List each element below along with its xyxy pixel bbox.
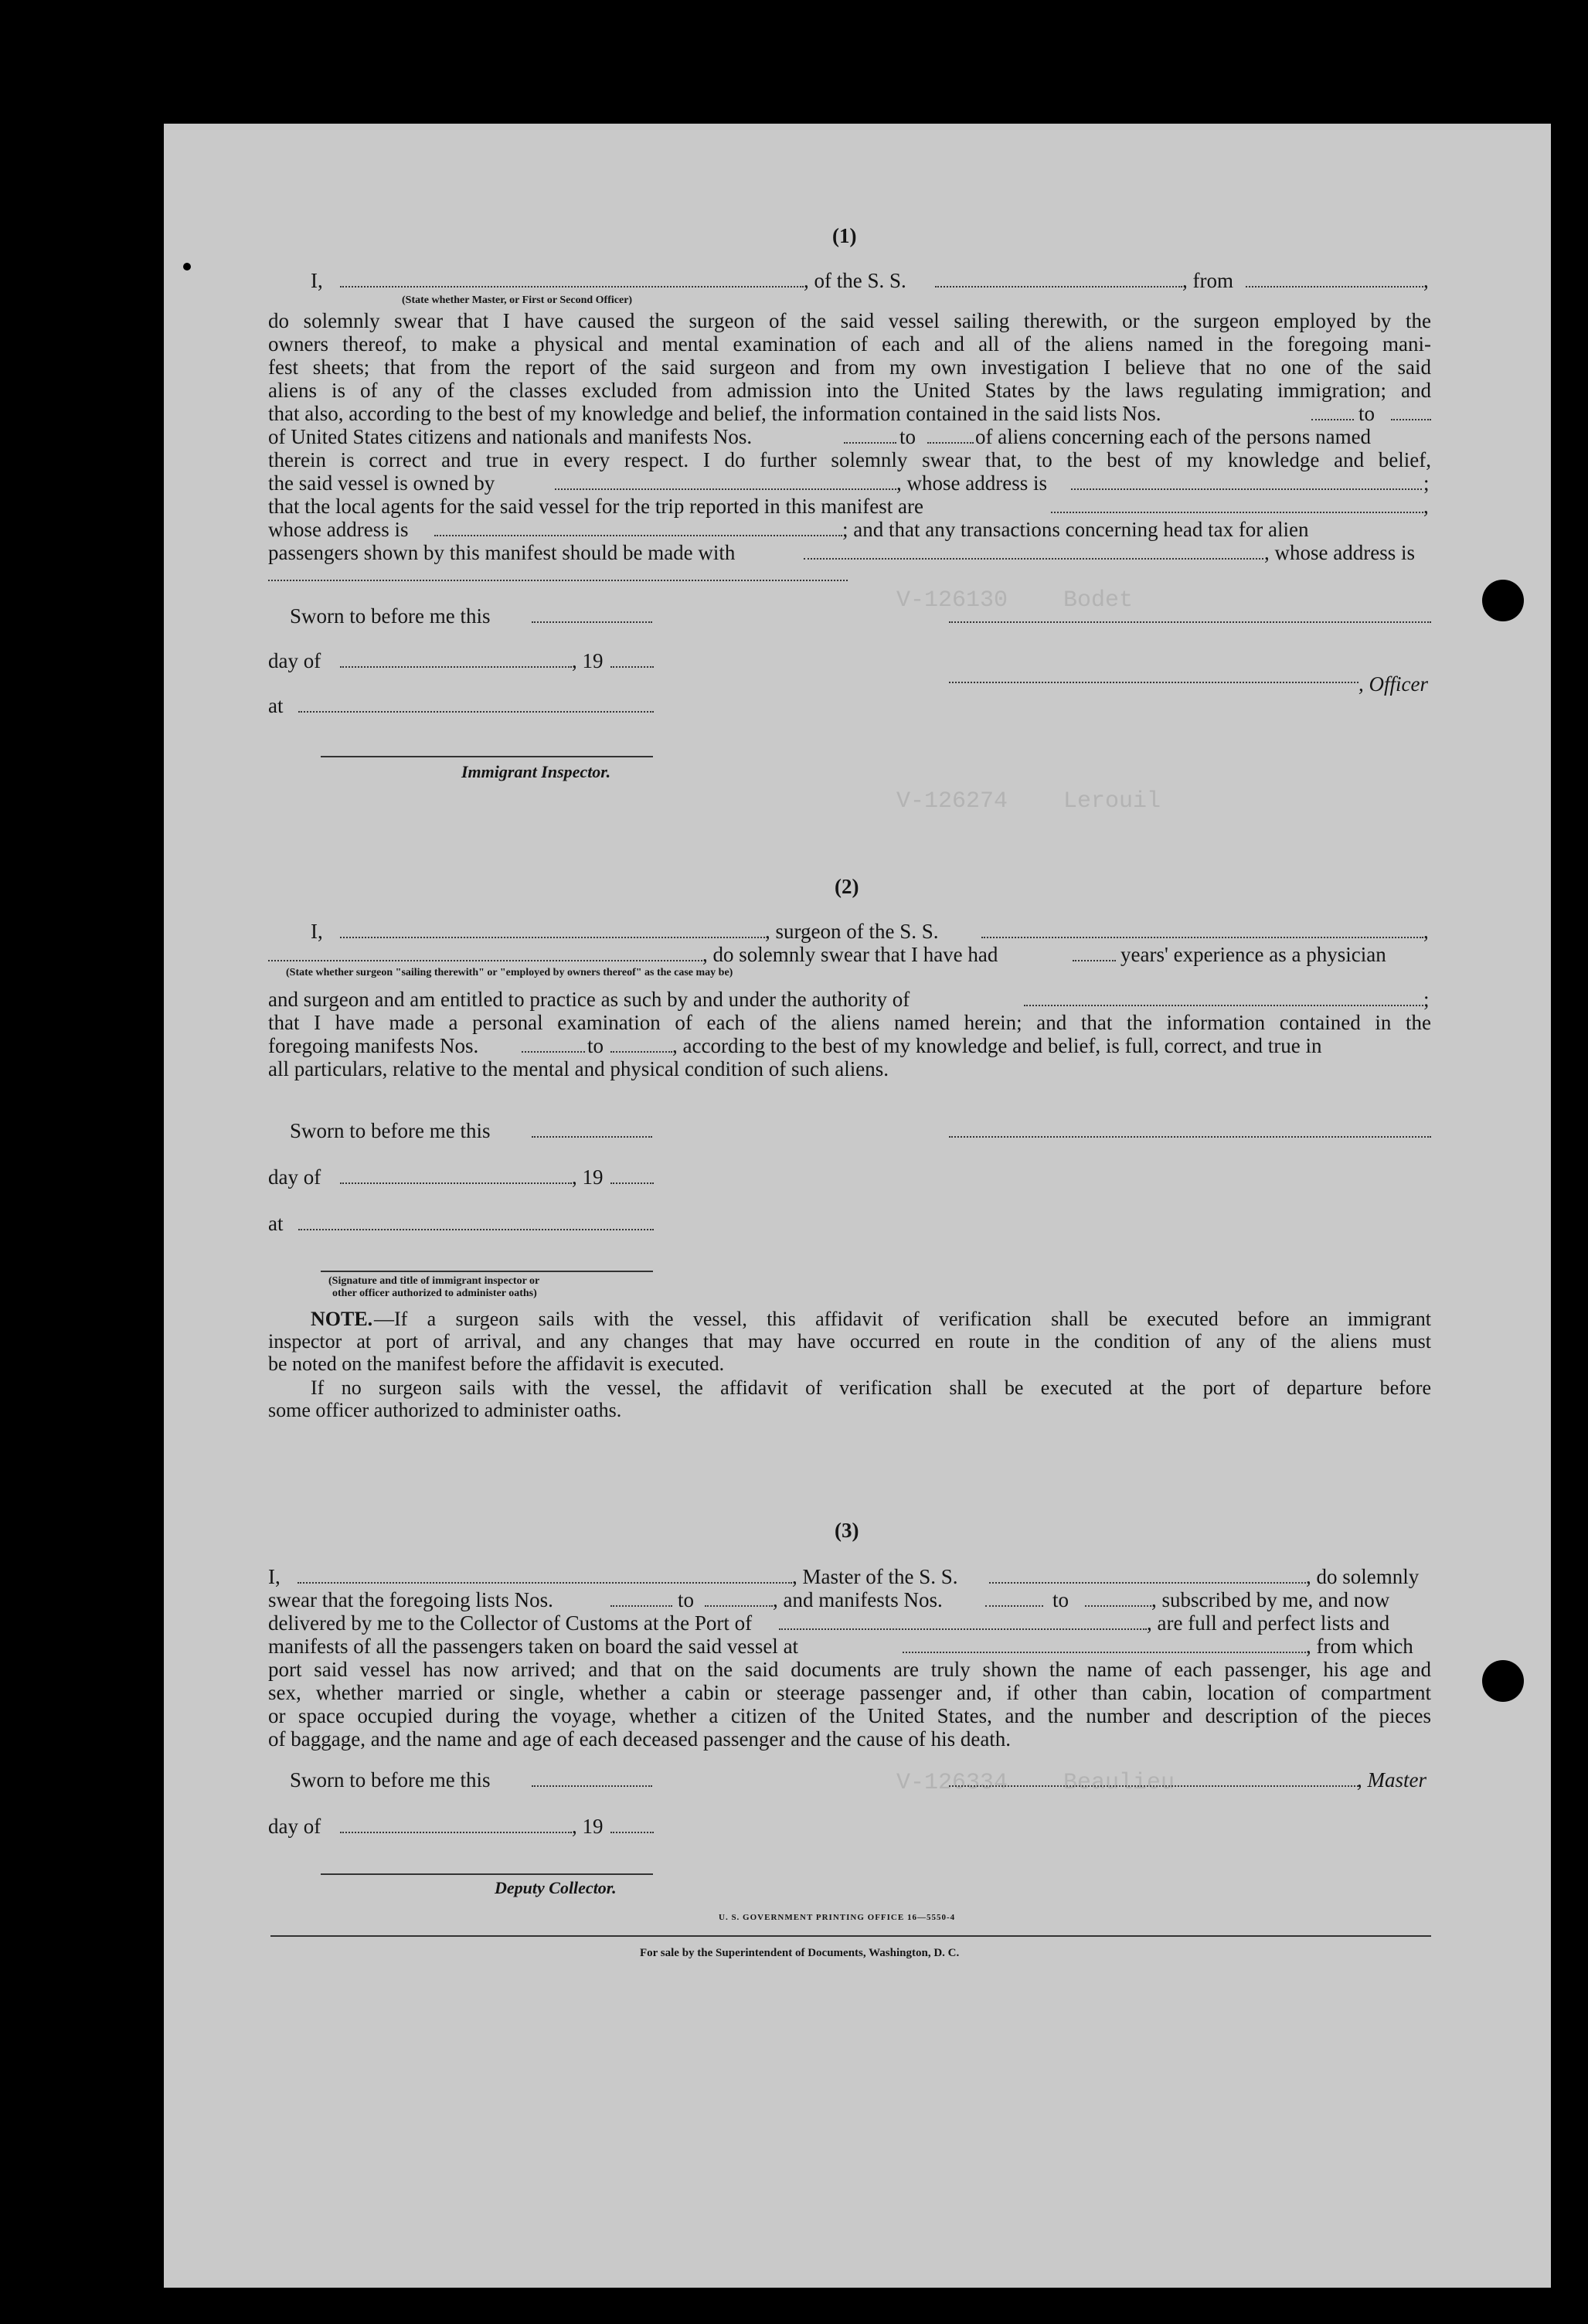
year-field[interactable] (610, 666, 654, 668)
bleed-through-text: V-126274 Lerouil (896, 788, 1161, 815)
section-1-number: (1) (832, 224, 857, 247)
line-end: , (1423, 269, 1429, 292)
printing-office-imprint: U. S. GOVERNMENT PRINTING OFFICE 16—5550-4 (719, 1913, 956, 1922)
note-text: be noted on the manifest before the affidavit is executed. (268, 1353, 725, 1375)
inspector-label: Immigrant Inspector. (461, 762, 611, 781)
to-label: to (1052, 1588, 1069, 1611)
oath-text: and surgeon and am entitled to practice as such by and under the authority of (268, 988, 910, 1011)
officer-title-field[interactable] (949, 682, 1358, 683)
oath-text: owners thereof, to make a physical and mental examination of each and all of the aliens named in the foregoing mani- (268, 332, 1431, 356)
lists-to-field[interactable] (1391, 419, 1431, 420)
at-label: at (268, 1212, 284, 1235)
lists-from-field[interactable] (610, 1605, 672, 1607)
lists-from-field[interactable] (1311, 419, 1354, 420)
to-label: to (1358, 402, 1375, 425)
footer-rule (270, 1935, 1431, 1937)
line-end: , (1423, 495, 1429, 518)
sworn-date-field[interactable] (532, 1136, 652, 1138)
month-field[interactable] (340, 1182, 572, 1184)
sworn-label: Sworn to before me this (290, 1119, 491, 1142)
oath-text: , according to the best of my knowledge and belief, is full, correct, and true in (672, 1034, 1322, 1057)
sworn-date-field[interactable] (532, 1785, 652, 1787)
i-label: I, (311, 269, 323, 292)
surgeon-signature-field[interactable] (949, 1136, 1431, 1138)
oath-text: the said vessel is owned by (268, 471, 495, 495)
oath-text: that I have made a personal examination of each of the aliens named herein; and that the information contained in the (268, 1011, 1431, 1034)
oath-text: that also, according to the best of my knowledge and belief, the information contained in the said lists Nos. (268, 402, 1161, 425)
oath-text: , do solemnly swear that I have had (702, 943, 998, 966)
oath-text: whose address is (268, 518, 409, 541)
oath-text: or space occupied during the voyage, whether a citizen of the United States, and the number and description of the pieces (268, 1704, 1431, 1727)
foregoing-from-field[interactable] (522, 1051, 585, 1053)
sworn-label: Sworn to before me this (290, 1768, 491, 1791)
signature-note: other officer authorized to administer oaths) (332, 1288, 537, 1299)
oath-text: , from which (1306, 1635, 1413, 1658)
agents-address-field[interactable] (434, 535, 842, 536)
oath-text: aliens is of any of the classes excluded from admission into the United States by the laws regulating immigration; and (268, 379, 1431, 402)
foregoing-to-field[interactable] (610, 1051, 672, 1053)
manifests-to-field[interactable] (1085, 1605, 1151, 1607)
surgeon-label: , surgeon of the S. S. (765, 920, 939, 943)
to-label: to (678, 1588, 695, 1611)
bleed-through-text: V-126130 Bodet (896, 587, 1134, 614)
surgeon-vessel-field[interactable] (981, 937, 1423, 938)
manifests-from-field[interactable] (844, 442, 896, 444)
owner-field[interactable] (555, 488, 896, 490)
at-label: at (268, 694, 284, 717)
vessel-name-field[interactable] (935, 286, 1182, 288)
master-name-field[interactable] (298, 1582, 792, 1584)
oath-text: manifests of all the passengers taken on board the said vessel at (268, 1635, 799, 1658)
oath-text: therein is correct and true in every respect. I do further solemnly swear that, to the best of my knowledge and belief, (268, 448, 1431, 471)
oath-text: , subscribed by me, and now (1151, 1588, 1390, 1611)
note-text: If no surgeon sails with the vessel, the affidavit of verification shall be executed at the port of departure before (311, 1376, 1431, 1399)
from-label: , from (1182, 269, 1233, 292)
day-of-label: day of (268, 649, 321, 672)
note-text: —If a surgeon sails with the vessel, this affidavit of verification shall be executed before an immigrant (374, 1308, 1431, 1330)
oath-text: all particulars, relative to the mental and physical condition of such aliens. (268, 1057, 889, 1080)
officer-signature-field[interactable] (949, 621, 1431, 623)
head-tax-agent-field[interactable] (804, 558, 1263, 560)
oath-text: years' experience as a physician (1120, 943, 1386, 966)
inspector-signature-line[interactable] (321, 756, 653, 757)
signature-note: (Signature and title of immigrant inspector or (328, 1275, 540, 1287)
sworn-label: Sworn to before me this (290, 604, 491, 628)
note-text: inspector at port of arrival, and any changes that may have occurred en route in the condition of any of the aliens must (268, 1330, 1431, 1353)
surgeon-name-field[interactable] (340, 937, 765, 938)
note-text: some officer authorized to administer oaths. (268, 1399, 622, 1421)
oath-text: foregoing manifests Nos. (268, 1034, 479, 1057)
oath-text: do solemnly swear that I have caused the surgeon of the said vessel sailing therewith, or the surgeon employed by the (268, 309, 1431, 332)
year-field[interactable] (610, 1832, 654, 1833)
deputy-signature-line[interactable] (321, 1873, 653, 1875)
oath-text: of aliens concerning each of the persons named (975, 425, 1372, 448)
bleed-through-text: V-126334 Beaulieu (896, 1770, 1175, 1796)
punch-hole (1482, 580, 1524, 621)
oath-text: port said vessel has now arrived; and that on the said documents are truly shown the name of each passenger, his age and (268, 1658, 1431, 1681)
year-label: , 19 (572, 1165, 604, 1189)
year-label: , 19 (572, 1815, 604, 1838)
from-port-field[interactable] (1246, 286, 1423, 288)
oath-text: ; and that any transactions concerning head tax for alien (842, 518, 1309, 541)
years-experience-field[interactable] (1073, 960, 1116, 961)
day-of-label: day of (268, 1815, 321, 1838)
oath-text: delivered by me to the Collector of Customs at the Port of (268, 1611, 753, 1635)
of-ss-label: , of the S. S. (804, 269, 906, 292)
note-heading: NOTE. (311, 1308, 373, 1330)
oath-text: fest sheets; that from the report of the said surgeon and from my own investigation I believe that no one of the said (268, 356, 1431, 379)
officer-note: (State whether Master, or First or Second Officer) (402, 294, 633, 306)
sworn-date-field[interactable] (532, 621, 652, 623)
officer-name-field[interactable] (340, 286, 804, 288)
master-sig-label: , Master (1357, 1768, 1426, 1791)
master-label: , Master of the S. S. (792, 1565, 958, 1588)
i-label: I, (268, 1565, 281, 1588)
master-signature-field[interactable] (949, 1785, 1358, 1787)
inspector-signature-line[interactable] (321, 1271, 653, 1272)
lists-to-field[interactable] (705, 1605, 773, 1607)
oath-text: that the local agents for the said vessel for the trip reported in this manifest are (268, 495, 923, 518)
head-tax-address-field[interactable] (268, 580, 848, 581)
day-of-label: day of (268, 1165, 321, 1189)
oath-text: passengers shown by this manifest should be made with (268, 541, 736, 564)
month-field[interactable] (340, 666, 572, 668)
location-field[interactable] (298, 711, 654, 713)
oath-text: swear that the foregoing lists Nos. (268, 1588, 553, 1611)
to-label: to (899, 425, 916, 448)
ink-dot (183, 263, 191, 271)
line-end: , (1423, 920, 1429, 943)
sale-notice: For sale by the Superintendent of Documents, Washington, D. C. (640, 1947, 960, 1959)
punch-hole (1482, 1660, 1524, 1702)
to-label: to (587, 1034, 604, 1057)
oath-text: , are full and perfect lists and (1147, 1611, 1390, 1635)
oath-text: , and manifests Nos. (773, 1588, 943, 1611)
line-end: ; (1423, 471, 1430, 495)
local-agents-field[interactable] (1051, 512, 1423, 513)
location-field[interactable] (298, 1229, 654, 1230)
oath-text: , whose address is (896, 471, 1047, 495)
deputy-label: Deputy Collector. (495, 1878, 617, 1897)
line-end: ; (1423, 988, 1430, 1011)
section-2-number: (2) (835, 875, 859, 898)
oath-text: , whose address is (1264, 541, 1415, 564)
manifests-from-field[interactable] (985, 1605, 1043, 1607)
officer-label: , Officer (1358, 672, 1428, 696)
manifests-to-field[interactable] (927, 442, 974, 444)
embarkation-port-field[interactable] (903, 1652, 1306, 1653)
port-of-customs-field[interactable] (779, 1628, 1147, 1630)
oath-text: of baggage, and the name and age of each deceased passenger and the cause of his death. (268, 1727, 1012, 1751)
master-vessel-field[interactable] (989, 1582, 1306, 1584)
oath-text: sex, whether married or single, whether a cabin or steerage passenger and, if other than cabin, location of compartment (268, 1681, 1431, 1704)
oath-text: , do solemnly (1306, 1565, 1420, 1588)
note-label (311, 1308, 372, 1331)
i-label: I, (311, 920, 323, 943)
year-field[interactable] (610, 1182, 654, 1184)
oath-text: of United States citizens and nationals and manifests Nos. (268, 425, 753, 448)
section-3-number: (3) (835, 1519, 859, 1542)
month-field[interactable] (340, 1832, 572, 1833)
authority-field[interactable] (1024, 1005, 1423, 1006)
year-label: , 19 (572, 649, 604, 672)
surgeon-note: (State whether surgeon "sailing therewith" or "employed by owners thereof" as the case may be) (286, 967, 733, 978)
owner-address-field[interactable] (1071, 488, 1422, 490)
